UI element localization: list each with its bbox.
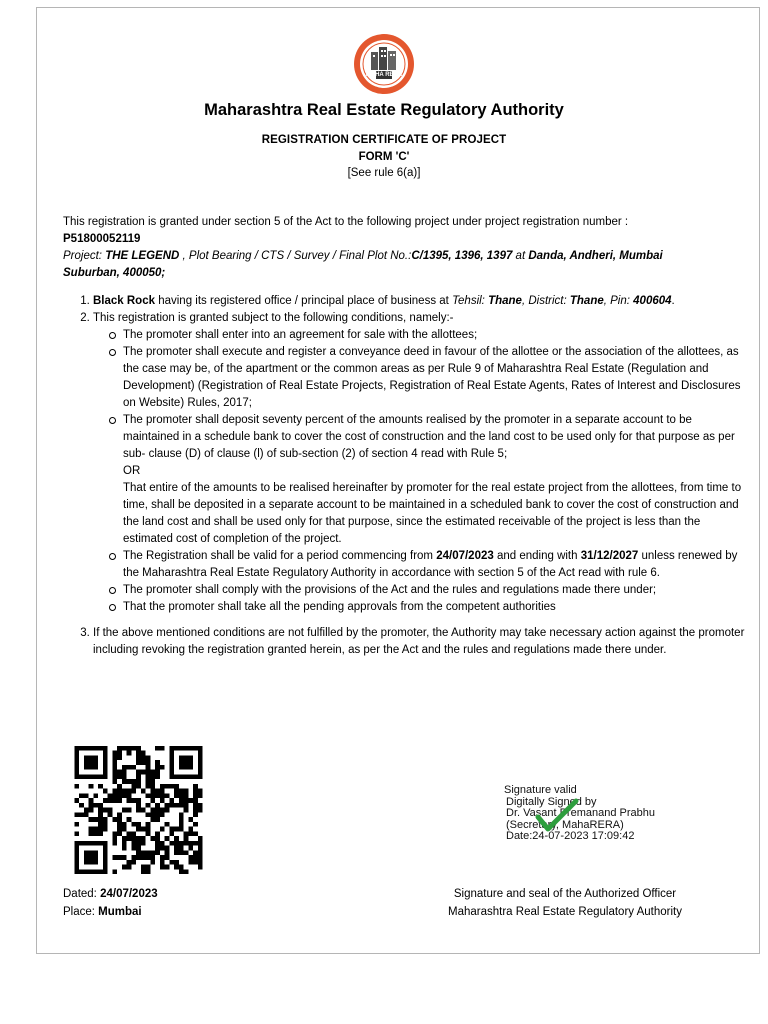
project-details: Project: THE LEGEND , Plot Bearing / CTS / Survey / Final Plot No.:C/1395, 1396, 1397 at Danda, Andheri, Mumbai Suburban, 400050; xyxy=(63,250,663,279)
place-value: Mumbai xyxy=(98,906,142,918)
authority-title: Maharashtra Real Estate Regulatory Authority xyxy=(204,101,564,119)
condition-conveyance: The promoter shall execute and register a conveyance deed in favour of the allottee or the association of the allottees, as the case may be, of the apartment or the common areas as per Rule 9 of Maharashtra Real Estate (Regulation and Development) (Registration of Real Estate Projects, Registration of Real Estate Agents, Rates of Interest and Disclosures on Website) Rules, 2017; xyxy=(109,344,748,412)
condition-deposit: The promoter shall deposit seventy percent of the amounts realised by the promoter in a separate account to be maintained in a schedule bank to cover the cost of construction and the land cost to be used only for that purpose as per sub- clause (D) of clause (l) of sub-section (2) of section 4 read with Rule 5; OR That entire of the amounts to be realised hereinafter by promoter for the real estate project from the allottees, from time to time, shall be deposited in a separate account to be maintained in a scheduled bank to cover the cost of construction and the land cost and shall be used only for that purpose, since the estimated receivable of the project is less than the estimated cost of completion of the project. xyxy=(109,412,748,548)
project-location: Danda, Andheri, Mumbai Suburban, 400050; xyxy=(63,250,663,279)
signature-date: Date:24-07-2023 17:09:42 xyxy=(506,830,635,842)
form-label: FORM 'C' xyxy=(358,151,410,163)
maharera-logo xyxy=(352,32,416,96)
dated-value: 24/07/2023 xyxy=(100,888,158,900)
footer-signature-caption: Signature and seal of the Authorized Officer Maharashtra Real Estate Regulatory Authority xyxy=(448,888,682,918)
intro-paragraph xyxy=(63,214,713,282)
validity-end: 31/12/2027 xyxy=(580,550,639,562)
signatory-name: Dr. Vasant Premanand Prabhu xyxy=(506,807,655,819)
condition-approvals: That the promoter shall take all the pending approvals from the competent authorities xyxy=(109,599,748,616)
sub-conditions xyxy=(93,327,748,616)
rule-reference: [See rule 6(a)] xyxy=(347,167,421,179)
list-item-promoter: 1. Black Rock having its registered office / principal place of business at Tehsil: Thane, District: Thane, Pin: 400604. xyxy=(93,293,748,310)
certificate-title: REGISTRATION CERTIFICATE OF PROJECT xyxy=(261,134,507,146)
plot-numbers: C/1395, 1396, 1397 xyxy=(411,250,513,262)
footer-date-place: Dated: 24/07/2023 Place: Mumbai xyxy=(63,888,158,918)
condition-agreement: The promoter shall enter into an agreement for sale with the allottees; xyxy=(109,327,748,344)
validity-start: 24/07/2023 xyxy=(436,550,494,562)
registration-number: P51800052119 xyxy=(63,233,141,245)
condition-comply: The promoter shall comply with the provisions of the Act and the rules and regulations made there under; xyxy=(109,582,748,599)
signature-status: Signature valid xyxy=(504,784,577,796)
list-item-revocation: 3. If the above mentioned conditions are not fulfilled by the promoter, the Authority may take necessary action against the promoter including revoking the registration granted herein, as per the Act and the rules and regulations made there under. xyxy=(93,625,748,659)
promoter-name: Black Rock xyxy=(93,295,156,307)
condition-validity: The Registration shall be valid for a period commencing from 24/07/2023 and ending with 31/12/2027 unless renewed by the Maharashtra Real Estate Regulatory Authority in accordance with section 5 of the Act read with rule 6. xyxy=(109,548,748,582)
project-name: THE LEGEND xyxy=(105,250,180,262)
check-mark-icon xyxy=(532,797,582,837)
digital-signature: Signature valid Digitally Signed by Dr. Vasant Premanand Prabhu (Secretary, MahaRERA) Date:24-07-2023 17:09:42 xyxy=(504,784,655,842)
intro-text: This registration is granted under section 5 of the Act to the following project under project registration number : xyxy=(63,216,629,228)
list-item-conditions: 2. This registration is granted subject to the following conditions, namely:- The promoter shall enter into an agreement for sale with the allottees; The promoter shall execute and register a conveyance deed in favour of the allottee or the association of the allottees, as the case may be, of the apartment or the common areas as per Rule 9 of Maharashtra Real Estate (Regulation and Development) (Registration of Real Estate Projects, Registration of Real Estate Agents, Rates of Interest and Disclosures on Website) Rules, 2017; The promoter shall deposit seventy percent of the amounts realised by the promoter in a separate account to be maintained in a schedule bank to cover the cost of construction and the land cost to be used only for that purpose as per sub- clause (D) of clause (l) of sub-section (2) of section 4 read with Rule 5; OR That entire of the amounts to be realised hereinafter by promoter for the real estate project from the allottees, from time to time, shall be deposited in a separate account to be maintained in a scheduled bank to cover the cost of construction and the land cost and shall be used only for that purpose, since the estimated receivable of the project is less than the estimated cost of completion of the project. The Registration shall be valid for a period commencing from 24/07/2023 and ending with 31/12/2027 unless renewed by the Maharashtra Real Estate Regulatory Authority in accordance with section 5 of the Act read with rule 6. The promoter shall comply with the provisions of the Act and the rules and regulations made there under; That the promoter shall take all the pending approvals from the competent authorities xyxy=(93,310,748,616)
logo-text: MAHA RERA xyxy=(365,72,403,78)
qr-code-icon xyxy=(71,746,206,874)
conditions-list xyxy=(63,293,748,659)
